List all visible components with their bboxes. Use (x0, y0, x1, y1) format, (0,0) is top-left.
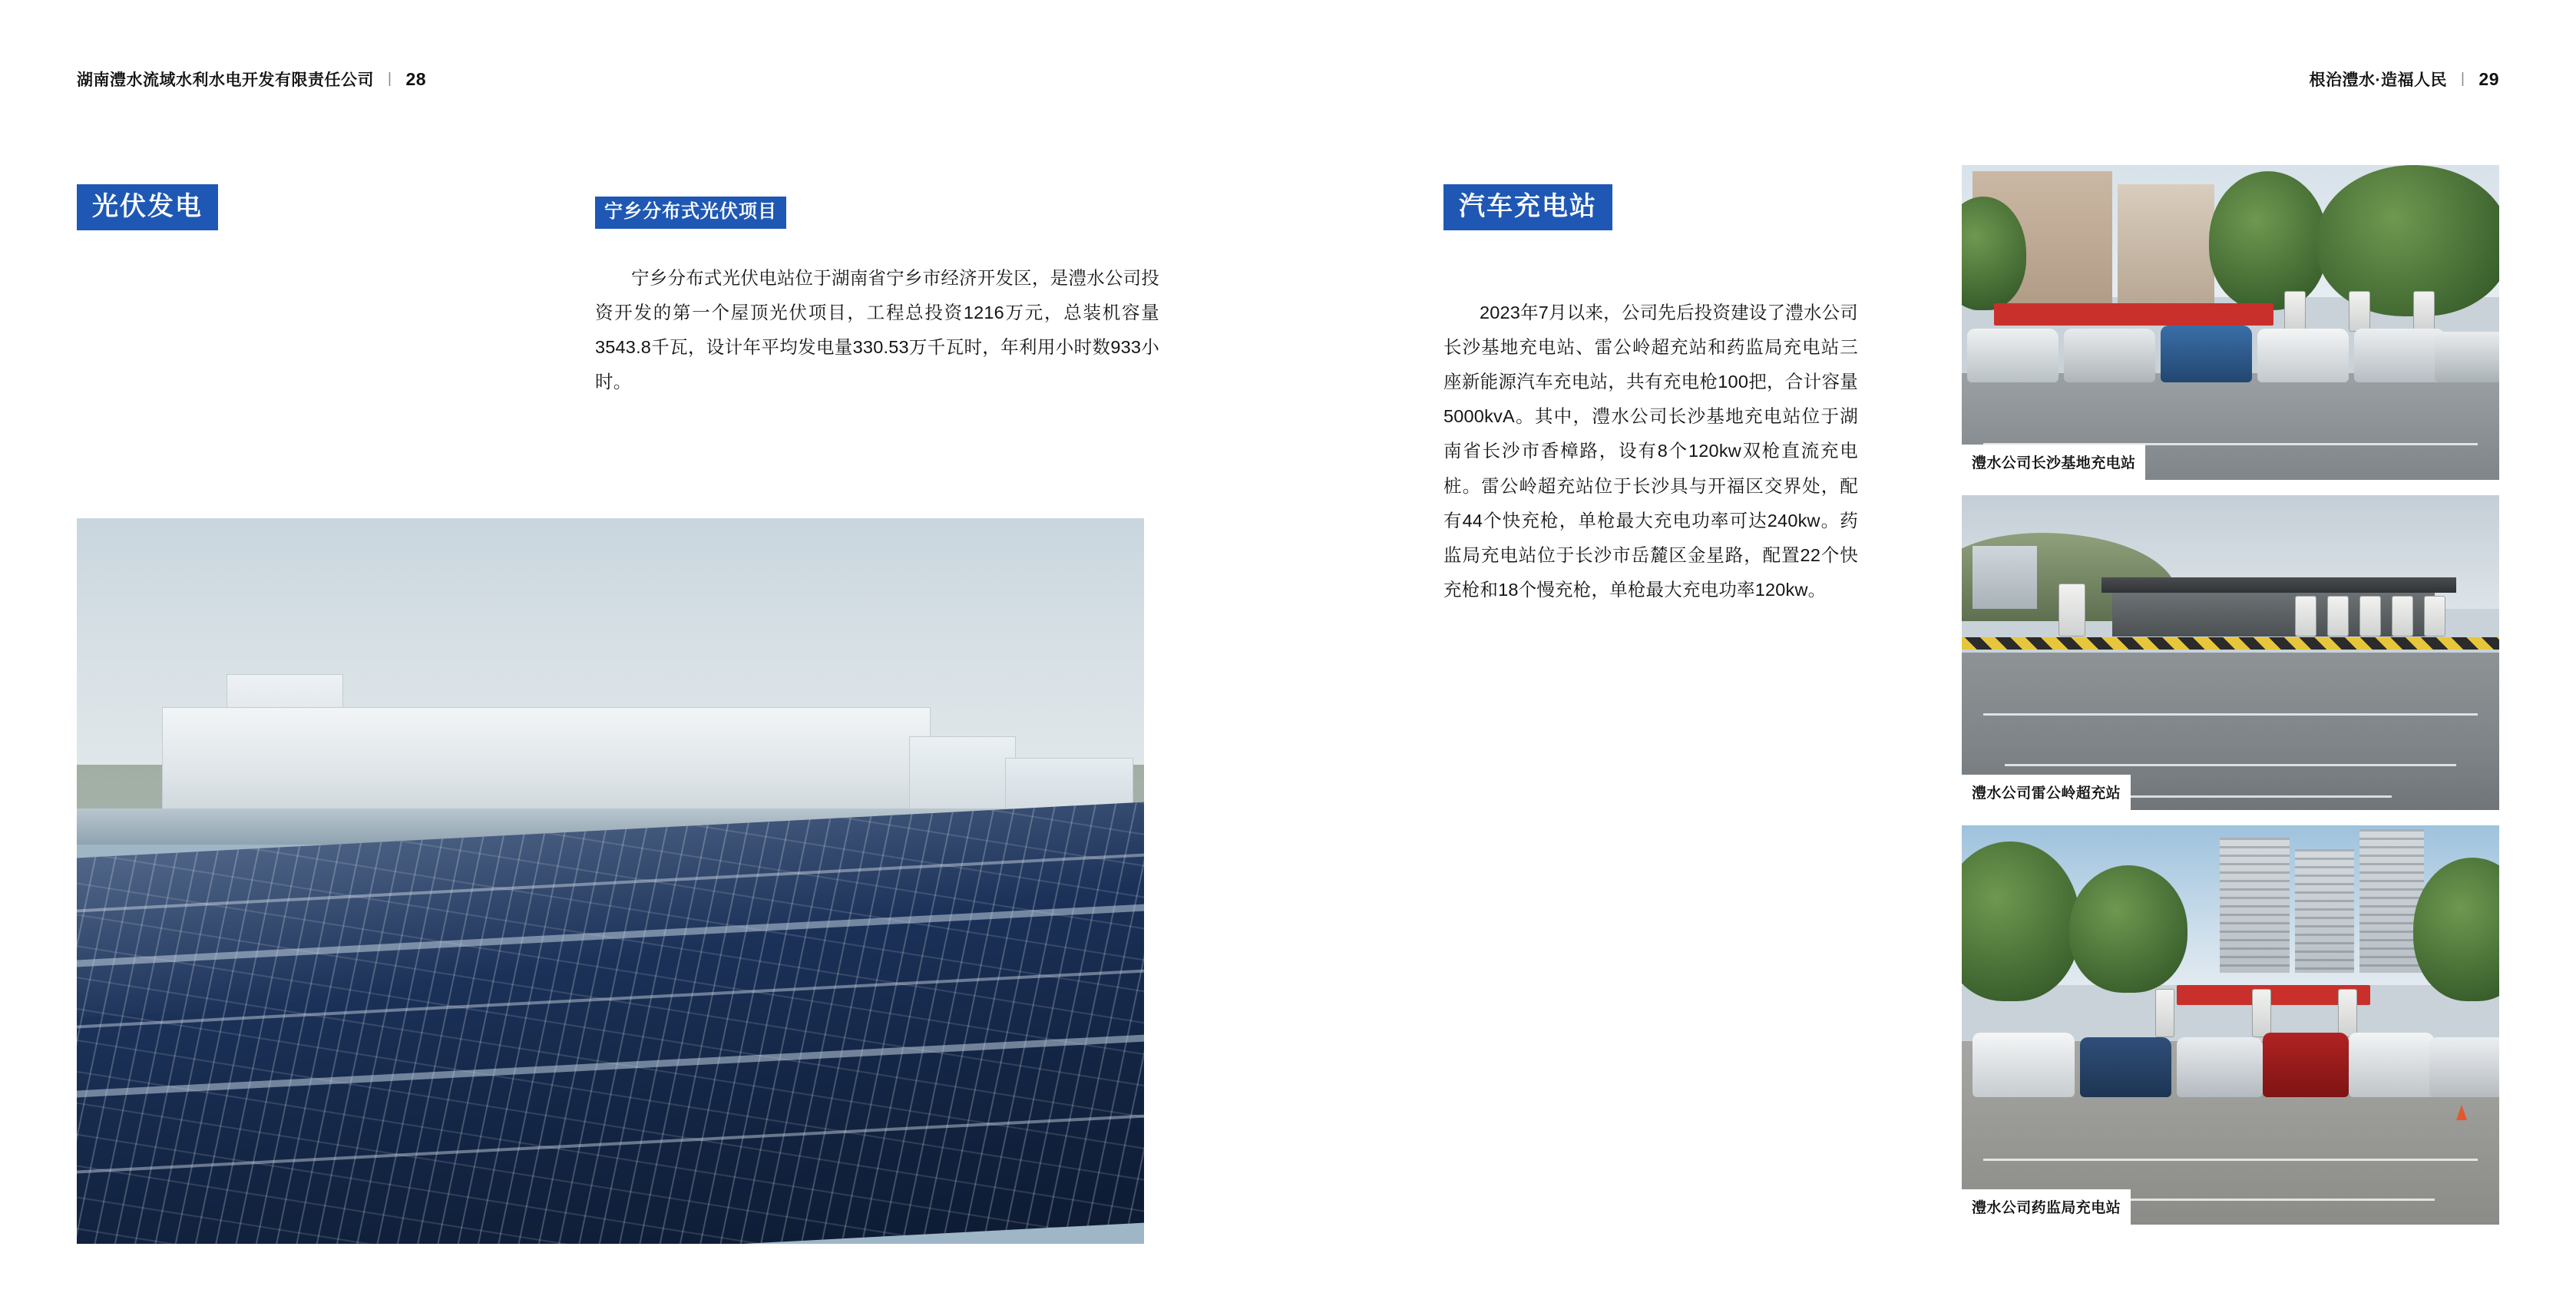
photo1-charging-pile-3 (2413, 291, 2435, 332)
right-body-paragraph (1443, 296, 1858, 607)
left-page-number: 28 (405, 68, 427, 89)
photo1-charging-pile-1 (2284, 291, 2306, 332)
photo3-car-2 (2080, 1037, 2171, 1097)
photo1-car-4 (2257, 329, 2349, 382)
photo3-charging-pile-1 (2155, 989, 2174, 1037)
left-body-paragraph-text: 宁乡分布式光伏电站位于湖南省宁乡市经济开发区，是澧水公司投资开发的第一个屋顶光伏项目，工程总投资1216万元，总装机容量3543.8千瓦，设计年平均发电量330.53万千瓦时，年利用小时数933小时。 (595, 268, 1159, 392)
photo2-canopy-roof (2101, 577, 2456, 593)
photo1-caption: 澧水公司长沙基地充电站 (1962, 445, 2145, 480)
photo-factory-building (162, 707, 931, 816)
right-running-head-separator: | (2460, 71, 2465, 87)
rooftop-solar-panel-array-photo (77, 518, 1144, 1244)
photo1-scene (1962, 165, 2499, 480)
photo1-car-3 (2161, 326, 2252, 382)
photo2-curb-warning-stripe (1962, 637, 2499, 650)
photo3-scene (1962, 825, 2499, 1225)
photo1-charging-pile-2 (2349, 291, 2370, 332)
photo2-scene (1962, 495, 2499, 810)
right-body-paragraph-text: 2023年7月以来，公司先后投资建设了澧水公司长沙基地充电站、雷公岭超充站和药监局充电站三座新能源汽车充电站，共有充电枪100把，合计容量5000kvA。其中，澧水公司长沙基地充电站位于湖南省长沙市香樟路，设有8个120kw双枪直流充电桩。雷公岭超充站位于长沙具与开福区交界处，配有44个快充枪，单枪最大充电功率可达240kw。药监局充电站位于长沙市岳麓区金星路，配置22个快充枪和18个慢充枪，单枪最大充电功率120kw。 (1443, 303, 1858, 600)
photo3-charging-pile-3 (2338, 989, 2357, 1037)
changsha-base-charging-station-photo (1962, 165, 2499, 480)
photo2-charging-pile-5 (2392, 596, 2413, 636)
photo3-car-3 (2177, 1037, 2263, 1097)
photo3-traffic-cone (2456, 1105, 2467, 1120)
section-title-photovoltaic: 光伏发电 (77, 184, 218, 230)
photo3-car-1 (1973, 1033, 2075, 1096)
photo1-car-1 (1967, 329, 2058, 382)
photo2-building-left (1973, 546, 2037, 609)
sub-title-ningxiang-project: 宁乡分布式光伏项目 (595, 197, 786, 229)
photo3-tree-mid (2069, 865, 2187, 993)
photo1-car-6 (2435, 332, 2499, 382)
photo-building-right-1 (909, 736, 1016, 816)
photo3-highrise-1 (2220, 838, 2290, 974)
left-running-head (77, 68, 426, 91)
photo3-car-6 (2429, 1037, 2499, 1097)
section-title-charging-station: 汽车充电站 (1443, 184, 1612, 230)
photo1-tree-center (2209, 171, 2327, 309)
right-page-number: 29 (2478, 68, 2499, 89)
drug-administration-charging-station-photo (1962, 825, 2499, 1225)
photo3-car-4 (2263, 1033, 2349, 1096)
photo2-charging-pile-1 (2058, 584, 2085, 637)
left-body-paragraph (595, 261, 1159, 399)
photo-solar-panel-field (77, 799, 1144, 1244)
right-running-head-slogan: 根治澧水·造福人民 (2309, 71, 2447, 89)
photo2-station-building (2112, 593, 2435, 636)
photo1-car-2 (2064, 329, 2155, 382)
photo2-lane-line-2 (2005, 764, 2456, 766)
photo1-red-banner (1994, 303, 2273, 326)
photo2-charging-pile-6 (2424, 596, 2445, 636)
right-running-head (2309, 68, 2499, 91)
photo2-lane-line-1 (1983, 713, 2478, 716)
photo2-charging-pile-2 (2295, 596, 2316, 636)
photo2-charging-pile-3 (2327, 596, 2349, 636)
photo1-residential-building-mid (2118, 184, 2214, 304)
left-running-head-separator: | (388, 71, 392, 87)
photo1-tree-right (2316, 165, 2499, 316)
left-running-head-company: 湖南澧水流域水利水电开发有限责任公司 (77, 71, 374, 89)
photo3-charging-pile-2 (2252, 989, 2271, 1037)
photo2-caption: 澧水公司雷公岭超充站 (1962, 775, 2131, 810)
photo2-charging-pile-4 (2359, 596, 2381, 636)
photo3-highrise-2 (2295, 849, 2354, 973)
leigongling-supercharging-station-photo (1962, 495, 2499, 810)
photo3-car-5 (2349, 1033, 2435, 1096)
photo3-lane-line-1 (1983, 1159, 2478, 1161)
photo1-car-5 (2354, 329, 2445, 382)
photo3-caption: 澧水公司药监局充电站 (1962, 1189, 2131, 1225)
